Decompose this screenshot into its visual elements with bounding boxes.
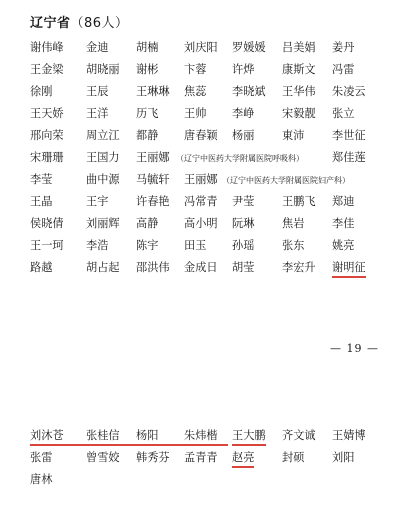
person-name: 王琳琳 [136,85,170,98]
person-name: 周立江 [86,129,120,142]
affiliation-note: （辽宁中医药大学附属医院妇产科） [222,176,350,185]
province-count: （86人） [70,16,129,31]
person-name: 李莹 [30,173,53,186]
person-name: 王丽娜 [136,151,170,164]
person-name: 胡晓丽 [86,63,120,76]
person-name: 金成日 [184,261,218,274]
person-name: 张东 [282,239,305,252]
person-name: 李佳 [332,217,355,230]
person-name-highlighted: 杨阳 [136,429,159,442]
person-name: 历飞 [136,107,159,120]
person-name: 刘阳 [332,451,355,464]
person-name-highlighted: 谢明征 [332,260,366,278]
person-name: 张雷 [30,451,53,464]
person-name: 李浩 [86,239,109,252]
person-name: 冯常青 [184,195,218,208]
province-name: 辽宁省 [30,16,71,31]
person-name: 王宇 [86,195,109,208]
person-name: 康斯文 [282,63,316,76]
person-name: 罗媛媛 [232,41,266,54]
name-row [30,172,380,194]
person-name: 姚亮 [332,239,355,252]
person-name: 孟青青 [184,451,218,464]
person-name: 王金梁 [30,63,64,76]
person-name-highlighted: 刘沐苍 [30,429,64,442]
person-name-highlighted: 赵亮 [232,450,254,468]
highlight-underline [30,444,228,446]
person-name-highlighted: 张桂信 [86,429,120,442]
person-name: 王丽娜 [184,173,218,186]
person-name: 都静 [136,129,159,142]
person-name: 李晓斌 [232,85,266,98]
person-name: 王洋 [86,107,109,120]
person-name: 孙瑶 [232,239,255,252]
person-name: 张立 [332,107,355,120]
name-row [30,84,380,106]
person-name: 曲中源 [86,173,120,186]
person-name: 王天娇 [30,107,64,120]
person-name: 邵洪伟 [136,261,170,274]
person-name: 杨丽 [232,129,255,142]
person-name: 李峥 [232,107,255,120]
person-name: 田玉 [184,239,207,252]
page-number: — 19 — [330,342,379,355]
person-name: 王一珂 [30,239,64,252]
person-name: 刘庆阳 [184,41,218,54]
person-name: 路越 [30,261,53,274]
person-name: 李宏升 [282,261,316,274]
name-row [30,62,380,84]
person-name: 宋珊珊 [30,151,64,164]
name-row [30,238,380,260]
person-name: 東沛 [282,129,305,142]
person-name: 刘丽辉 [86,217,120,230]
person-name: 许烨 [232,63,255,76]
person-name: 王鹏飞 [282,195,316,208]
person-name: 王国力 [86,151,120,164]
name-row [30,40,380,62]
person-name: 齐文诚 [282,429,316,442]
person-name: 胡占起 [86,261,120,274]
person-name: 卞蓉 [184,63,207,76]
name-row [30,128,380,150]
person-name: 胡莹 [232,261,255,274]
person-name: 邢向荣 [30,129,64,142]
person-name: 韩秀芬 [136,451,170,464]
person-name: 高静 [136,217,159,230]
person-name: 焦蕊 [184,85,207,98]
name-row [30,150,380,172]
person-name: 尹莹 [232,195,255,208]
person-name: 冯雷 [332,63,355,76]
person-name: 朱凌云 [332,85,366,98]
person-name: 谢伟峰 [30,41,64,54]
person-name: 王帅 [184,107,207,120]
person-name: 徐刚 [30,85,53,98]
person-name: 许春艳 [136,195,170,208]
person-name: 高小明 [184,217,218,230]
name-list-continued [30,428,380,494]
person-name: 金迪 [86,41,109,54]
name-row [30,472,380,494]
person-name: 李世征 [332,129,366,142]
person-name: 吕美娟 [282,41,316,54]
person-name: 王辰 [86,85,109,98]
person-name: 曾雪姣 [86,451,120,464]
name-row [30,428,380,450]
person-name: 宋毅靓 [282,107,316,120]
person-name: 姜丹 [332,41,355,54]
person-name: 唐林 [30,473,53,486]
person-name-highlighted: 王大鹏 [232,428,266,446]
name-row [30,106,380,128]
name-list [30,40,380,282]
section-heading [30,12,129,31]
person-name: 郑迪 [332,195,355,208]
person-name: 焦岩 [282,217,305,230]
person-name: 王晶 [30,195,53,208]
person-name-highlighted: 朱炜楷 [184,429,218,442]
name-row [30,450,380,472]
person-name: 谢彬 [136,63,159,76]
person-name: 阮琳 [232,217,255,230]
person-name: 王婧博 [332,429,366,442]
person-name: 唐春颖 [184,129,218,142]
person-name: 陈宇 [136,239,159,252]
affiliation-note: （辽宁中医药大学附属医院呼吸科） [176,154,304,163]
person-name: 封硕 [282,451,305,464]
name-row [30,216,380,238]
name-row [30,194,380,216]
person-name: 胡楠 [136,41,159,54]
person-name: 郑佳莲 [332,151,366,164]
person-name: 侯晓倩 [30,217,64,230]
person-name: 马毓轩 [136,173,170,186]
person-name: 王华伟 [282,85,316,98]
name-row [30,260,380,282]
